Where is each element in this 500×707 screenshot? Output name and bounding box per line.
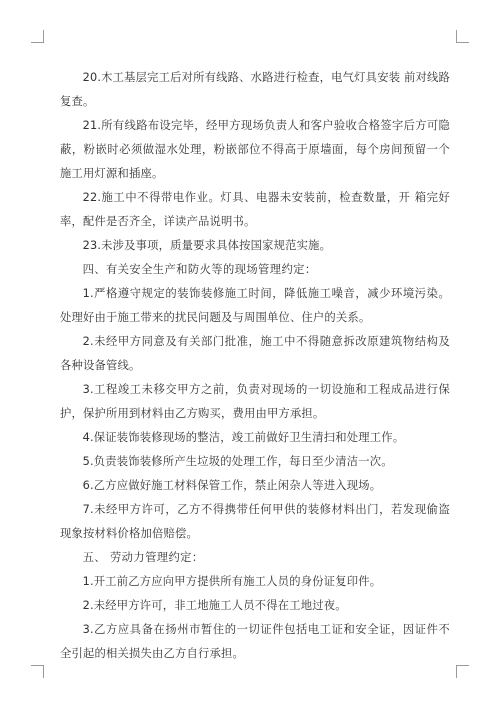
crop-mark-bottom-right [456,665,469,678]
section-heading-labor: 五、 劳动力管理约定： [82,551,204,564]
labor-item-1: 1.开工前乙方应向甲方提供所有施工人员的身份证复印件。 [82,575,382,588]
safety-item-1: 1.严格遵守规定的装饰装修施工时间，降低施工噪音，减少环境污染。处理好由于施工带来的扰民问题及与周围单位、住户的关系。 [60,287,450,324]
safety-item-5: 5.负责装饰装修所产生垃圾的处理工作，每日至少清洁一次。 [82,455,393,468]
crop-mark-top-right [456,30,469,43]
labor-item-2: 2.未经甲方许可，非工地施工人员不得在工地过夜。 [82,599,347,612]
paragraph-item-22: 22.施工中不得带电作业。灯具、电器未安装前，检查数量，开 箱完好率，配件是否齐全，详读产品说明书。 [60,191,450,228]
paragraph-item-23: 23.未涉及事项，质量要求具体按国家规范实施。 [82,239,332,252]
paragraph-item-20: 20.木工基层完工后对所有线路、水路进行检查，电气灯具安装 前对线路复查。 [60,71,450,108]
document-body [60,66,450,666]
safety-item-4: 4.保证装饰装修现场的整洁，竣工前做好卫生清扫和处理工作。 [82,431,405,444]
safety-item-6: 6.乙方应做好施工材料保管工作，禁止闲杂人等进入现场。 [82,479,382,492]
safety-item-3: 3.工程竣工未移交甲方之前，负责对现场的一切设施和工程成品进行保护，保护所用到材料由乙方购买，费用由甲方承担。 [60,383,450,420]
safety-item-7: 7.未经甲方许可，乙方不得携带任何甲供的装修材料出门，若发现偷盗现象按材料价格加倍赔偿。 [60,503,450,540]
crop-mark-bottom-left [31,665,44,678]
safety-item-2: 2.未经甲方同意及有关部门批准，施工中不得随意拆改原建筑物结构及各种设备管线。 [60,335,450,372]
crop-mark-top-left [31,30,44,43]
section-heading-safety: 四、有关安全生产和防火等的现场管理约定： [82,263,317,276]
labor-item-3: 3.乙方应具备在扬州市暂住的一切证件包括电工证和安全证，因证件不全引起的相关损失由乙方自行承担。 [60,623,450,660]
paragraph-item-21: 21.所有线路布设完毕，经甲方现场负责人和客户验收合格签字后方可隐蔽，粉嵌时必须做湿水处理，粉嵌部位不得高于原墙面，每个房间预留一个施工用灯源和插座。 [60,119,450,180]
